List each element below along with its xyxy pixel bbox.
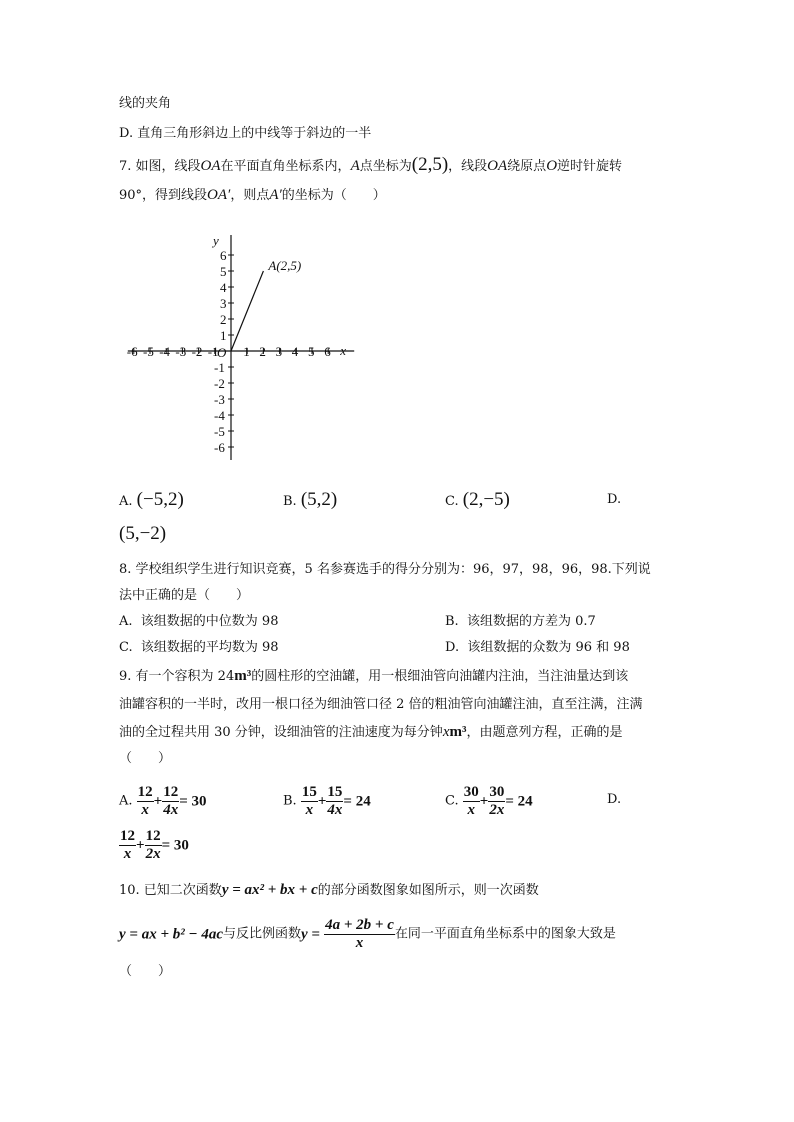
- fraction: $\frac{12}{4x}$: [163, 784, 179, 818]
- x-tick-label: 5: [308, 344, 315, 359]
- q8-option-d[interactable]: D. 该组数据的众数为 96 和 98: [445, 640, 630, 655]
- y-axis-label: y: [213, 233, 219, 248]
- x-tick-label: -5: [143, 344, 154, 359]
- q9-option-b[interactable]: B. $\frac{15}{x}$ + $\frac{15}{4x}$ = 24: [283, 784, 371, 818]
- y-tick-label: -4: [214, 408, 225, 423]
- y-tick-label: -5: [214, 424, 225, 439]
- x-tick-label: -6: [126, 344, 138, 359]
- y-tick-label: -2: [214, 376, 225, 391]
- fraction: $\frac{15}{4x}$: [327, 784, 343, 818]
- y-tick-label: 5: [220, 264, 227, 279]
- x-tick-label: -1: [207, 344, 219, 359]
- x-tick-label: -2: [191, 344, 203, 359]
- y-tick-label: 3: [220, 296, 227, 311]
- y-tick-label: 6: [220, 248, 227, 263]
- q9-line4: （ ）: [119, 751, 172, 766]
- q9-line3: 油的全过程共用 30 分钟，设细油管的注油速度为每分钟xm³，由题意列方程，正确的是: [119, 724, 623, 740]
- q7-option-a[interactable]: A. (−5,2): [119, 489, 184, 510]
- fraction: $\frac{15}{x}$: [301, 784, 317, 818]
- q9-option-a[interactable]: A. $\frac{12}{x}$ + $\frac{12}{4x}$ = 30: [119, 784, 207, 818]
- x-axis-label: x: [340, 343, 346, 358]
- y-tick-label: 4: [220, 280, 227, 295]
- intro-line: 线的夹角: [119, 96, 172, 111]
- q7-option-d-label[interactable]: D.: [607, 492, 622, 507]
- x-tick-label: 4: [291, 344, 299, 359]
- q8-line1: 8. 学校组织学生进行知识竞赛，5 名参赛选手的得分分别为：96，97，98，96，98.下列说: [119, 562, 651, 577]
- x-tick-label: 3: [275, 344, 283, 359]
- q7-line1: 7. 如图，线段OA在平面直角坐标系内，A点坐标为(2,5)，线段OA绕原点O逆时针旋转: [119, 154, 623, 175]
- fraction: $\frac{4a + 2b + c}{x}$: [325, 917, 394, 951]
- origin-label: O: [217, 345, 227, 360]
- fraction: $\frac{12}{x}$: [120, 828, 135, 862]
- x-tick-label: -3: [175, 344, 187, 359]
- fraction: $\frac{30}{x}$: [463, 784, 479, 818]
- segment-oa-line: [231, 271, 263, 351]
- q8-option-b[interactable]: B. 该组数据的方差为 0.7: [445, 614, 596, 629]
- q7-line2: 90°，得到线段OA′，则点A′的坐标为（ ）: [119, 187, 386, 203]
- y-tick-label: 1: [220, 328, 227, 343]
- q10-line1: 10. 已知二次函数y = ax² + bx + c的部分函数图象如图所示，则一次函数: [119, 882, 539, 898]
- fraction: $\frac{12}{x}$: [137, 784, 153, 818]
- y-tick-label: -1: [214, 360, 225, 375]
- q7-option-b[interactable]: B. (5,2): [283, 489, 338, 510]
- prev-option-d: D. 直角三角形斜边上的中线等于斜边的一半: [119, 126, 372, 141]
- q10-line3: （ ）: [119, 964, 172, 979]
- q8-option-c[interactable]: C. 该组数据的平均数为 98: [119, 640, 279, 655]
- q9-line2: 油罐容积的一半时，改用一根口径为细油管口径 2 倍的粗油管向油罐注油，直至注满，注满: [119, 697, 643, 712]
- y-tick-label: 2: [220, 312, 227, 327]
- q10-line2: y = ax + b² − 4ac与反比例函数y = $\frac{4a + 2b + c}{x}$ 在同一平面直角坐标系中的图象大致是: [119, 917, 616, 951]
- q9-option-d-formula[interactable]: $\frac{12}{x}$ + $\frac{12}{2x}$ = 30: [120, 828, 189, 862]
- point-a-label: A(2,5): [268, 258, 302, 273]
- q7-option-d-value[interactable]: (5,−2): [119, 523, 167, 544]
- y-tick-label: -3: [214, 392, 225, 407]
- q7-option-c[interactable]: C. (2,−5): [445, 489, 510, 510]
- y-tick-label: -6: [214, 440, 225, 455]
- x-tick-label: 6: [324, 344, 331, 359]
- q9-line1: 9. 有一个容积为 24m³的圆柱形的空油罐，用一根细油管向油罐内注油，当注油量达到该: [119, 668, 629, 684]
- x-tick-label: 2: [259, 344, 266, 359]
- q9-option-c[interactable]: C. $\frac{30}{x}$ + $\frac{30}{2x}$ = 24: [445, 784, 533, 818]
- coordinate-plane-chart: [110, 210, 370, 460]
- x-tick-label: -4: [159, 344, 171, 359]
- q8-option-a[interactable]: A. 该组数据的中位数为 98: [119, 614, 279, 629]
- fraction: $\frac{30}{2x}$: [489, 784, 505, 818]
- x-tick-label: 1: [243, 344, 250, 359]
- fraction: $\frac{12}{2x}$: [145, 828, 161, 862]
- q8-line2: 法中正确的是（ ）: [119, 588, 250, 603]
- q9-option-d-label[interactable]: D.: [607, 792, 622, 807]
